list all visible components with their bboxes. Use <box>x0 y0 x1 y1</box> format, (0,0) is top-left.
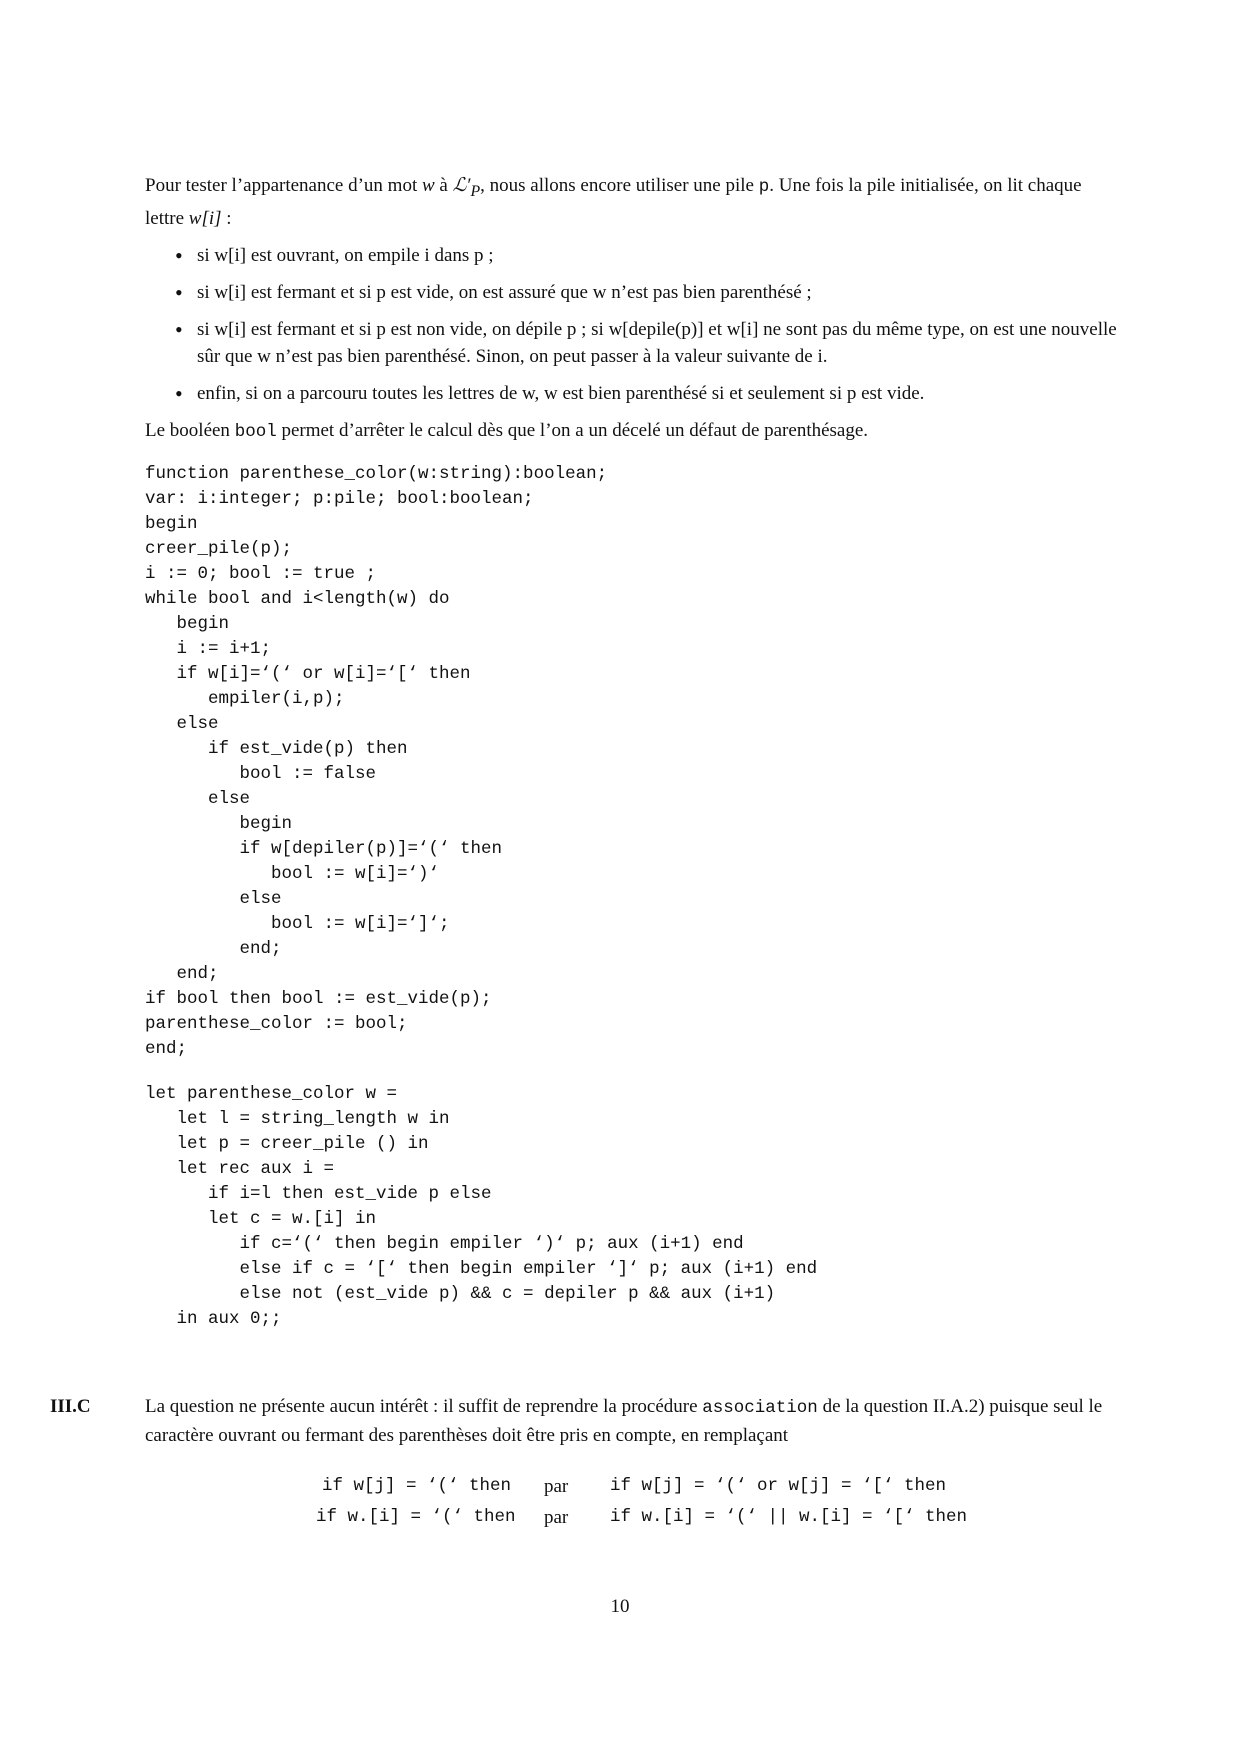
intro-text-2: à <box>439 175 448 196</box>
caml-code-block: let parenthese_color w = let l = string_length w in let p = creer_pile () in let rec aux i = if i=l then est_vide p else let c = w.[i] in if c=‘(‘ then begin empiler ‘)‘ p; aux (i+1) end else if c = ‘[‘ then begin empiler ‘]‘ p; aux (i+1) end else not (est_vide p) && c = depiler p && aux (i+1) in aux 0;; <box>145 1083 818 1329</box>
bullet-item: • si w[i] est ouvrant, on empile i dans p ; <box>175 242 1125 269</box>
bullet-item: • si w[i] est fermant et si p est non vide, on dépile p ; si w[depile(p)] et w[i] ne sont pas du même type, on est une nouvelle sûr que w n’est pas bien parenthésé. Sinon, on peut passer à la valeur suivante de i. <box>175 316 1125 370</box>
bullet-item: • enfin, si on a parcouru toutes les lettres de w, w est bien parenthésé si et seulement si p est vide. <box>175 380 1125 407</box>
pascal-code-block: function parenthese_color(w:string):boolean; var: i:integer; p:pile; bool:boolean; begin creer_pile(p); i := 0; bool := true ; while bool and i<length(w) do begin i := i+1; if w[i]=‘(‘ or w[i]=‘[‘ then empiler(i,p); else if est_vide(p) then bool := false else begin if w[depiler(p)]=‘(‘ then bool := w[i]=‘)‘ else bool := w[i]=‘]‘; end; end; if bool then bool := est_vide(p); parenthese_color := bool; end; <box>145 463 608 1059</box>
var-w: w <box>421 175 435 196</box>
pile-var: p <box>758 177 770 197</box>
section-text: La question ne présente aucun intérêt : il suffit de reprendre la procédure association de la question II.A.2) puisque seul le caractère ouvrant ou fermant des parenthèses doit être pris en compte, en remplaçant <box>145 1396 1103 1446</box>
bool-note: Le booléen bool permet d’arrêter le calcul dès que l’on a un décelé un défaut de parenthésage. <box>145 419 869 442</box>
association-code: association <box>702 1398 818 1418</box>
intro-text-1: Pour tester l’appartenance d’un mot <box>145 175 418 196</box>
replacement-row: if w[j] = ‘(‘ then par if w[j] = ‘(‘ or w[j] = ‘[‘ then <box>322 1476 947 1497</box>
replacement-table <box>50 1473 1130 1535</box>
intro-text-4: . Une fois la pile initialisée, on lit chaque lettre <box>145 175 1082 229</box>
language-symbol: $ℒ'_P$ <box>452 175 481 200</box>
letter-wi: w[i] <box>188 207 222 229</box>
section-number: III.C <box>50 1396 91 1417</box>
bullet-list <box>145 242 1125 407</box>
bullet-item: • si w[i] est fermant et si p est vide, on est assuré que w n’est pas bien parenthésé ; <box>175 279 1125 306</box>
intro-paragraph <box>145 172 1125 232</box>
replacement-row: if w.[i] = ‘(‘ then par if w.[i] = ‘(‘ || w.[i] = ‘[‘ then <box>316 1507 968 1528</box>
bool-code: bool <box>234 421 277 442</box>
page-number: 10 <box>610 1596 630 1617</box>
intro-text-3: , nous allons encore utiliser une pile <box>480 175 754 196</box>
page-body <box>145 172 1125 1332</box>
intro-text-5: : <box>226 207 232 229</box>
